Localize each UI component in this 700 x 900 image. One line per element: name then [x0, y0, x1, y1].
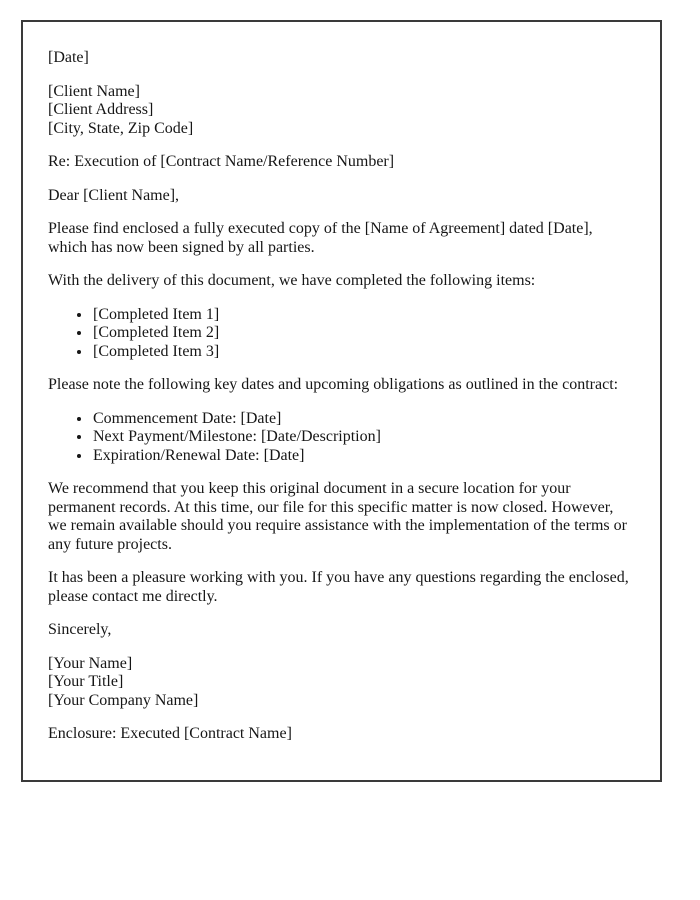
recipient-city-state-zip: [City, State, Zip Code]	[48, 119, 194, 137]
list-item: • [Completed Item 3]	[92, 343, 629, 362]
signature-company: [Your Company Name]	[48, 691, 199, 709]
paragraph-enclosed-copy: Please find enclosed a fully executed copy of the [Name of Agreement] dated [Date], which has now been signed by all parties.	[48, 220, 593, 256]
recipient-block	[48, 83, 629, 139]
valediction: Sincerely,	[48, 621, 112, 638]
list-item: • [Completed Item 2]	[92, 324, 629, 343]
list-item: • Next Payment/Milestone: [Date/Description]	[92, 428, 629, 447]
paragraph-records: We recommend that you keep this original document in a secure location for your permanent records. At this time, our file for this specific matter is now closed. However, we remain available should you require assistance with the implementation of the terms or any future projects.	[48, 480, 627, 553]
completed-items-list	[48, 306, 629, 362]
date-line: [Date]	[48, 49, 89, 66]
subject-line: Re: Execution of [Contract Name/Reference Number]	[48, 153, 395, 170]
key-dates-list	[48, 410, 629, 466]
signature-title: [Your Title]	[48, 673, 124, 690]
enclosure-line: Enclosure: Executed [Contract Name]	[48, 725, 292, 742]
recipient-name: [Client Name]	[48, 82, 140, 100]
list-item: • [Completed Item 1]	[92, 306, 629, 325]
paragraph-key-dates-intro: Please note the following key dates and upcoming obligations as outlined in the contract:	[48, 376, 619, 393]
paragraph-closing: It has been a pleasure working with you. If you have any questions regarding the enclosed, please contact me directly.	[48, 569, 629, 605]
signature-block	[48, 655, 629, 711]
salutation: Dear [Client Name],	[48, 186, 180, 204]
letter-document	[21, 20, 662, 782]
list-item: • Commencement Date: [Date]	[92, 410, 629, 429]
recipient-address: [Client Address]	[48, 101, 154, 118]
list-item: • Expiration/Renewal Date: [Date]	[92, 447, 629, 466]
signature-name: [Your Name]	[48, 654, 133, 672]
paragraph-completed-intro: With the delivery of this document, we have completed the following items:	[48, 272, 536, 289]
